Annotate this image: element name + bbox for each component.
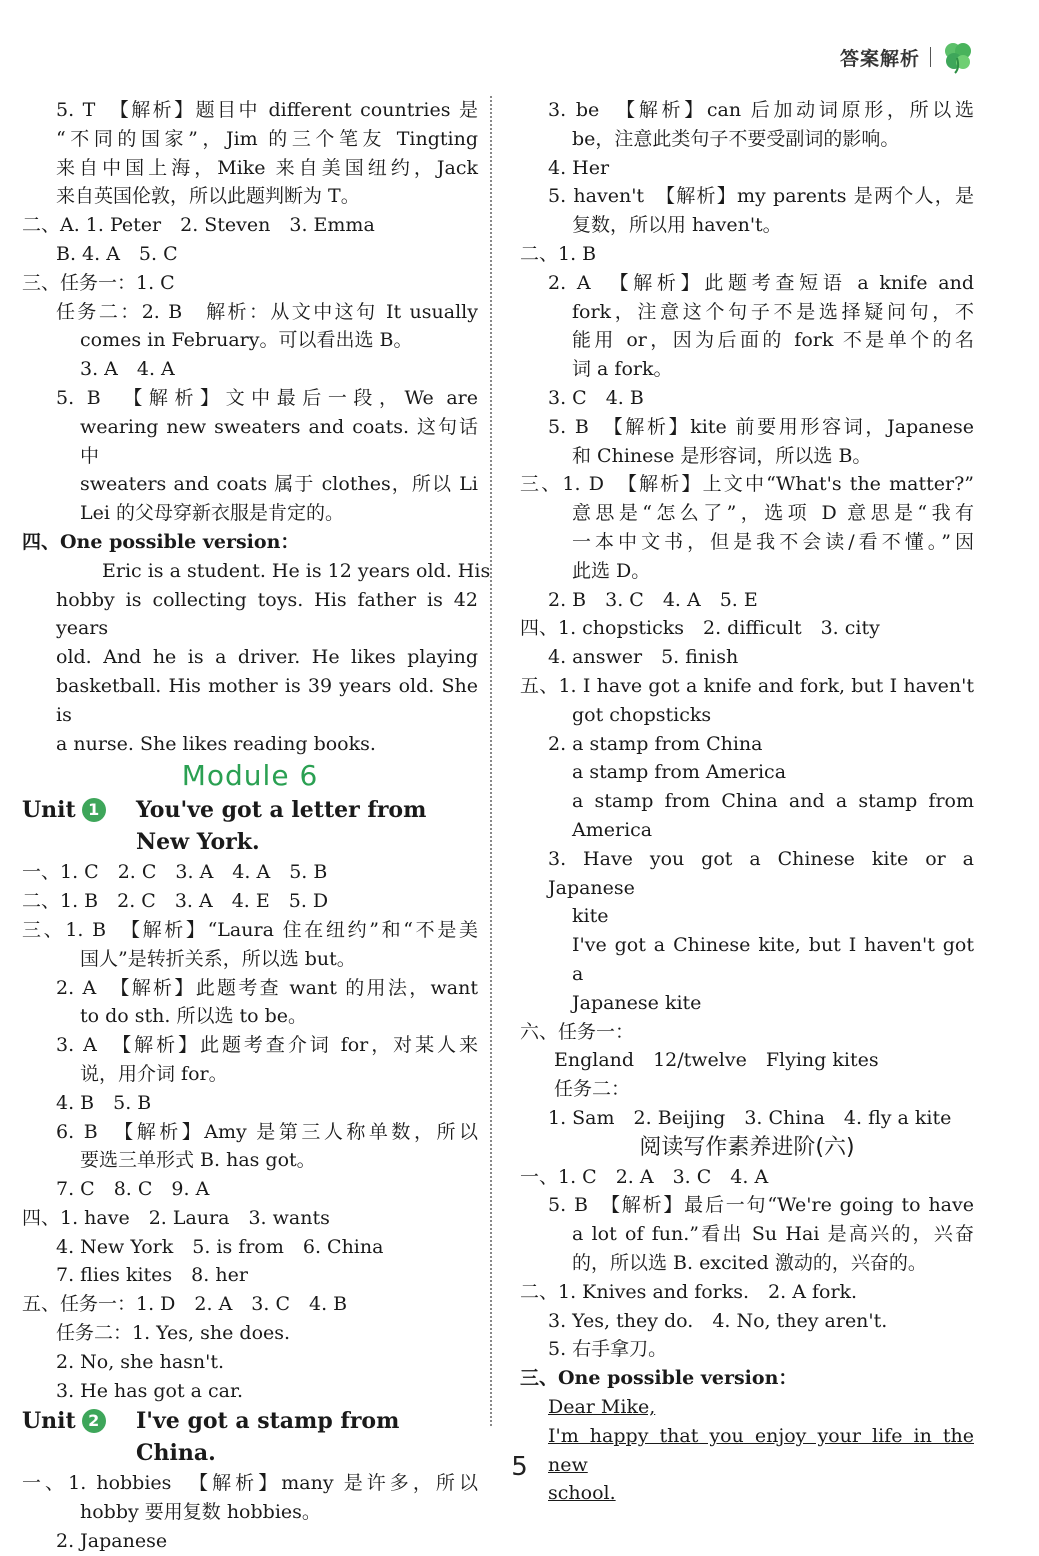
- answer-line: 5. 右手拿刀。: [548, 1338, 668, 1361]
- answer-line: 2. A 【解析】此题考查 want 的用法，want: [56, 976, 478, 999]
- answer-line: 2. Japanese: [56, 1530, 168, 1553]
- header-title: 答案解析: [839, 47, 920, 70]
- answer-line: old. And he is a driver. He likes playing: [56, 646, 478, 669]
- answer-line: a stamp from China and a stamp from: [572, 790, 974, 813]
- answer-line: 3. A 4. A: [80, 358, 175, 381]
- answer-line: 三、任务一：1. C: [22, 271, 175, 294]
- answer-line: 的，所以选 B. excited 激动的，兴奋的。: [572, 1252, 927, 1275]
- answer-line: “不同的国家”，Jim 的三个笔友 Tingting: [56, 127, 478, 150]
- answer-line: 4. B 5. B: [56, 1091, 152, 1114]
- answer-line: a nurse. She likes reading books.: [56, 732, 376, 755]
- clover-logo-icon: [941, 40, 975, 74]
- answer-line: 一、1. C 2. A 3. C 4. A: [520, 1165, 769, 1188]
- unit-heading: [22, 794, 478, 858]
- answer-line: 二、1. B 2. C 3. A 4. E 5. D: [22, 890, 329, 913]
- answer-line: 一、1. C 2. C 3. A 4. A 5. B: [22, 861, 328, 884]
- answer-line: school.: [548, 1482, 616, 1505]
- answer-line: basketball. His mother is 39 years old. She is: [56, 674, 478, 726]
- module-heading: Module 6: [181, 759, 319, 793]
- answer-line: 任务二：1. Yes, she does.: [56, 1322, 291, 1345]
- answer-line: America: [572, 818, 653, 841]
- answer-line: 来自中国上海，Mike 来自美国纽约，Jack: [56, 156, 478, 179]
- answer-line: 7. flies kites 8. her: [56, 1264, 248, 1287]
- answer-line: 5. B 【解析】kite 前要用形容词，Japanese: [548, 415, 974, 438]
- left-column: [22, 96, 491, 1556]
- answer-line: 说，用介词 for。: [80, 1062, 228, 1085]
- answer-line: got chopsticks: [572, 703, 712, 726]
- answer-line: 5. B 【解析】文中最后一段，We are: [56, 386, 478, 409]
- page-number: 5: [511, 1452, 528, 1482]
- answer-line: 意思是“怎么了”，选项 D 意思是“我有: [572, 502, 974, 525]
- answer-line: B. 4. A 5. C: [56, 242, 178, 265]
- answer-line: 任务二：: [554, 1078, 631, 1101]
- answer-line: 3. Yes, they do. 4. No, they aren't.: [548, 1309, 888, 1332]
- reading-section-heading: 阅读写作素养进阶(六): [639, 1134, 855, 1160]
- answer-line: 二、1. Knives and forks. 2. A fork.: [520, 1280, 858, 1303]
- answer-line: 3. be 【解析】can 后加动词原形，所以选: [548, 99, 974, 121]
- header-divider: [930, 47, 931, 67]
- answer-line: 来自英国伦敦，所以此题判断为 T。: [56, 185, 360, 208]
- answer-line: Eric is a student. He is 12 years old. His: [102, 559, 491, 582]
- answer-line: 2. a stamp from China: [548, 732, 763, 755]
- answer-line: 复数，所以用 haven't。: [572, 214, 782, 237]
- answer-line: Dear Mike,: [548, 1396, 656, 1419]
- unit-label: [22, 794, 136, 858]
- answer-line: hobby is collecting toys. His father is 42 years: [56, 588, 478, 640]
- answer-line: 7. C 8. C 9. A: [56, 1178, 210, 1201]
- answer-line: 词 a fork。: [572, 358, 673, 381]
- answer-line: 四、One possible version：: [22, 530, 300, 553]
- unit-word: Unit: [22, 1408, 76, 1435]
- answer-line: 1. Sam 2. Beijing 3. China 4. fly a kite: [548, 1106, 952, 1129]
- answer-line: 2. B 3. C 4. A 5. E: [548, 588, 758, 611]
- answer-line: 5. haven't 【解析】my parents 是两个人，是: [548, 185, 974, 208]
- answer-line: comes in February。可以看出选 B。: [80, 329, 413, 352]
- answer-line: I'm happy that you enjoy your life in the new: [548, 1424, 974, 1476]
- answer-line: 3. A 【解析】此题考查介词 for，对某人来: [56, 1034, 478, 1057]
- unit-title: I've got a stamp from China.: [136, 1408, 400, 1467]
- answer-line: Lei 的父母穿新衣服是肯定的。: [80, 502, 344, 525]
- answer-line: wearing new sweaters and coats. 这句话中: [80, 415, 478, 467]
- answer-line: 3. C 4. B: [548, 386, 644, 409]
- answer-line: 任务二：2. B 解析：从文中这句 It usually: [56, 300, 478, 323]
- answer-line: fork，注意这个句子不是选择疑问句，不: [572, 300, 974, 323]
- answer-line: 和 Chinese 是形容词，所以选 B。: [572, 444, 872, 467]
- answer-line: 三、1. D 【解析】上文中“What's the matter?”: [520, 473, 974, 496]
- answer-line: 四、1. have 2. Laura 3. wants: [22, 1206, 330, 1229]
- answer-line: 2. No, she hasn't.: [56, 1350, 225, 1373]
- answer-line: 一、1. hobbies 【解析】many 是许多，所以: [22, 1472, 478, 1495]
- answer-line: 此选 D。: [572, 559, 651, 582]
- column-divider: [490, 96, 492, 1426]
- answer-line: sweaters and coats 属于 clothes，所以 Li: [80, 473, 478, 496]
- answer-line: 五、1. I have got a knife and fork, but I haven't: [520, 674, 974, 697]
- answer-line: 三、One possible version：: [520, 1367, 798, 1390]
- answer-line: 一本中文书，但是我不会读/看不懂。”因: [572, 530, 974, 553]
- answer-line: I've got a Chinese kite, but I haven't got a: [572, 934, 974, 985]
- answer-line: 二、1. B: [520, 242, 597, 265]
- page-header: [840, 40, 975, 74]
- answer-line: 国人”是转折关系，所以选 but。: [80, 947, 356, 970]
- unit-number-badge: 1: [82, 798, 106, 822]
- answer-line: 二、A. 1. Peter 2. Steven 3. Emma: [22, 214, 375, 237]
- right-column: [520, 96, 974, 1508]
- answer-line: 3. He has got a car.: [56, 1379, 244, 1402]
- answer-line: 5. T 【解析】题目中 different countries 是: [56, 99, 478, 121]
- answer-line: 五、任务一：1. D 2. A 3. C 4. B: [22, 1293, 348, 1316]
- answer-line: 5. B 【解析】最后一句“We're going to have: [548, 1194, 974, 1217]
- answer-line: Japanese kite: [572, 991, 702, 1014]
- unit-number-badge: 2: [82, 1409, 106, 1433]
- answer-line: 四、1. chopsticks 2. difficult 3. city: [520, 617, 880, 640]
- answer-line: 4. answer 5. finish: [548, 646, 739, 669]
- answer-line: 能用 or，因为后面的 fork 不是单个的名: [572, 329, 974, 352]
- answer-line: 4. Her: [548, 156, 610, 179]
- answer-line: 六、任务一：: [520, 1020, 635, 1043]
- answer-line: a stamp from America: [572, 761, 787, 784]
- answer-line: kite: [572, 905, 609, 928]
- answer-line: England 12/twelve Flying kites: [554, 1049, 879, 1072]
- answer-line: 4. New York 5. is from 6. China: [56, 1235, 384, 1258]
- answer-line: a lot of fun.”看出 Su Hai 是高兴的，兴奋: [572, 1223, 974, 1246]
- answer-line: 三、1. B 【解析】“Laura 住在纽约”和“不是美: [22, 918, 478, 941]
- answer-line: to do sth. 所以选 to be。: [80, 1005, 308, 1028]
- answer-line: 3. Have you got a Chinese kite or a Japanese: [548, 847, 974, 899]
- answer-line: 6. B 【解析】Amy 是第三人称单数，所以: [56, 1120, 478, 1143]
- answer-line: 2. A 【解析】此题考查短语 a knife and: [548, 271, 974, 294]
- answer-line: hobby 要用复数 hobbies。: [80, 1501, 321, 1524]
- answer-line: be，注意此类句子不要受副词的影响。: [572, 127, 900, 150]
- answer-line: 要选三单形式 B. has got。: [80, 1149, 316, 1172]
- unit-title: You've got a letter from New York.: [136, 797, 427, 856]
- unit-word: Unit: [22, 797, 76, 824]
